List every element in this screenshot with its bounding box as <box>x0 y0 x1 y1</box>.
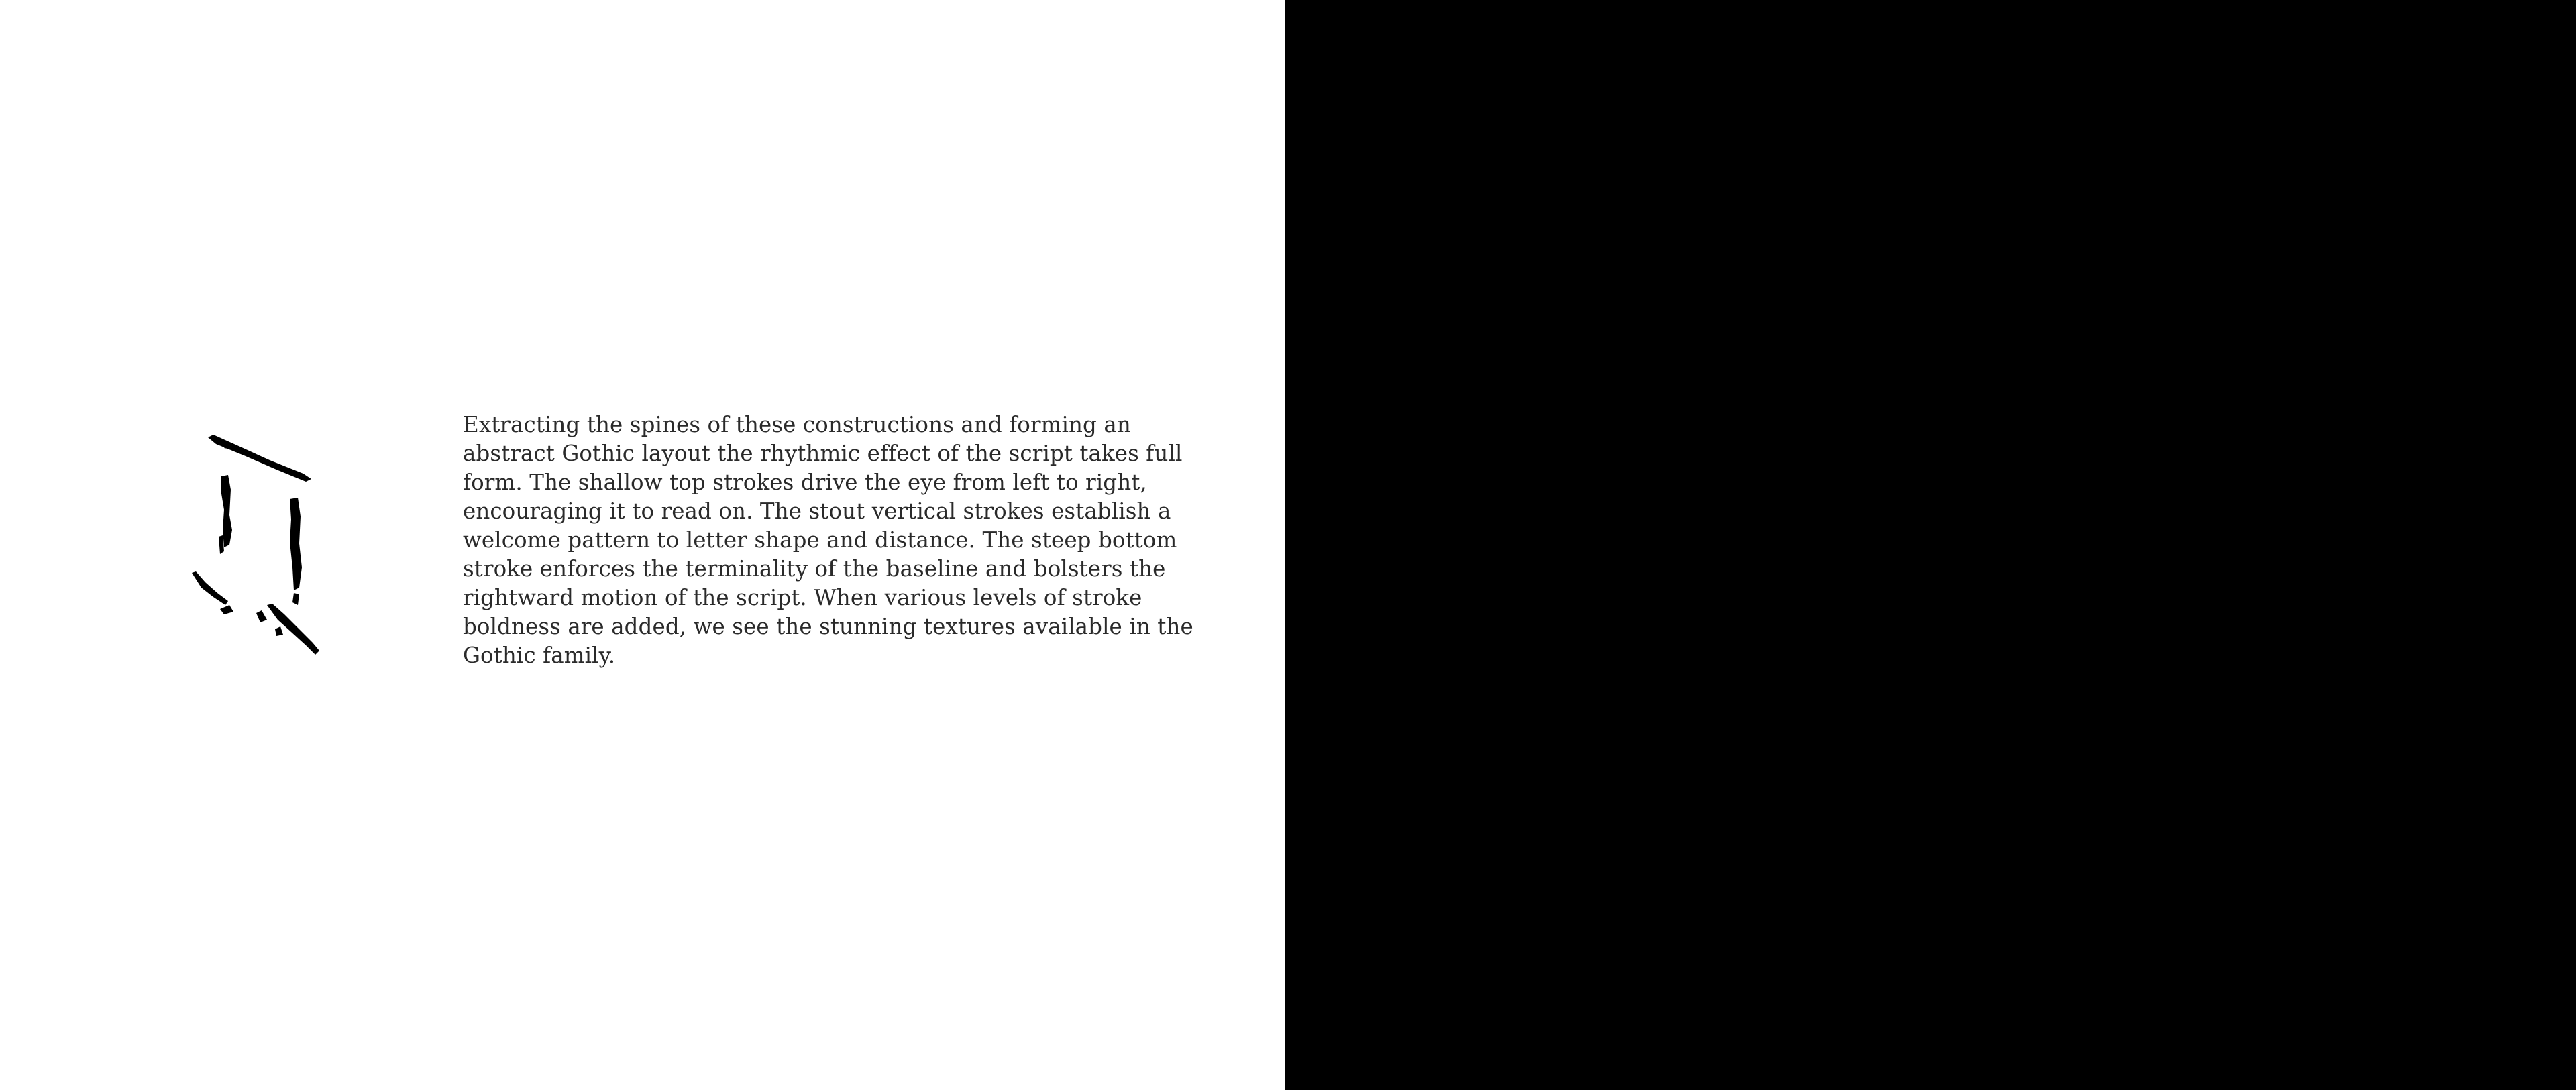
gothic-letter-spine-icon <box>181 429 335 664</box>
body-paragraph: Extracting the spines of these constructions and forming an abstract Gothic layout the rhythmic effect of the script takes full form. The shallow top strokes drive the eye from left to right, encouraging it to read on. The stout vertical strokes establish a welcome pattern to letter shape and distance. The steep bottom stroke enforces the terminality of the baseline and bolsters the rightward motion of the script. When various levels of stroke boldness are added, we see the stunning textures available in the Gothic family. <box>463 412 1193 668</box>
left-page <box>0 0 1285 1090</box>
right-page <box>1285 0 2576 1090</box>
